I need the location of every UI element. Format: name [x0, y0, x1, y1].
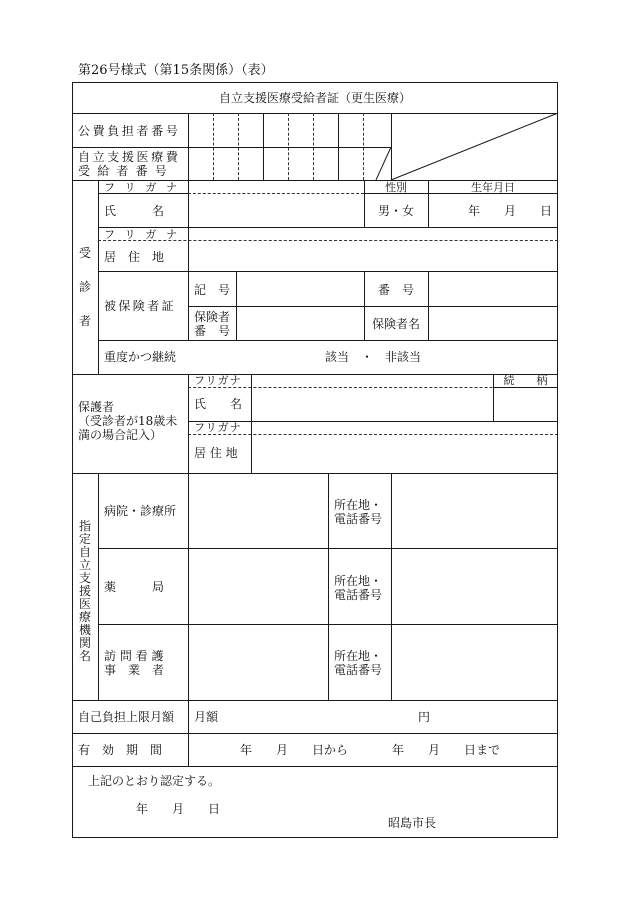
validity-to: 年 月 日まで [392, 743, 501, 757]
validity-label: 有 効 期 間 [78, 743, 163, 757]
furigana-label: フリガナ [104, 181, 188, 194]
pharmacy-location-label-2: 電話番号 [334, 588, 383, 602]
guardian-name-label: 氏 名 [194, 397, 243, 411]
rule [188, 421, 558, 422]
pharmacy-label: 薬 局 [104, 580, 165, 594]
rule [98, 271, 558, 272]
guardian-address-label: 居 住 地 [194, 446, 238, 460]
number-label: 番 号 [377, 283, 414, 297]
hospital-location-label-2: 電話番号 [334, 512, 383, 526]
validity-from: 年 月 日から [240, 743, 349, 757]
guardian-note-2: 満の場合記入） [78, 428, 163, 442]
rule [188, 374, 189, 473]
rule [188, 700, 189, 766]
name-label: 氏 名 [104, 204, 165, 218]
issuer: 昭島市長 [388, 816, 437, 830]
address-label: 居 住 地 [104, 250, 165, 264]
public-payer-label: 公費負担者番号 [78, 124, 181, 138]
insurer-no-label-1: 保険者 [194, 310, 231, 324]
guardian-furigana-label-2: フリガナ [194, 421, 242, 434]
guardian-label: 保護者 [78, 400, 115, 414]
rule [98, 548, 558, 549]
furigana-label-2: フリガナ [104, 228, 188, 241]
symbol-label: 記 号 [194, 283, 231, 297]
dashed-rule [188, 193, 364, 194]
relation-label: 続 柄 [503, 374, 548, 387]
rule [98, 473, 99, 700]
rule [98, 340, 558, 341]
rule [328, 473, 329, 700]
rule [251, 374, 252, 473]
insurer-name-label: 保険者名 [371, 317, 420, 331]
certification-date: 年 月 日 [136, 802, 221, 816]
dob-label: 生年月日 [471, 181, 515, 194]
rule [188, 306, 558, 307]
guardian-note-1: （受診者が18歳未 [78, 414, 178, 428]
guardian-furigana-label: フリガナ [194, 374, 242, 387]
monthly-label: 月額 [194, 710, 219, 724]
sex-label: 性別 [385, 181, 407, 194]
nursing-location-label-2: 電話番号 [334, 663, 383, 677]
rule [98, 180, 99, 374]
nursing-label-2: 事 業 者 [104, 663, 165, 677]
patient-section-label [78, 236, 92, 338]
dashed-rule [188, 434, 558, 435]
rule [188, 473, 189, 700]
insurer-no-label-2: 番 号 [194, 324, 231, 338]
yen-label: 円 [418, 710, 431, 724]
hospital-location-label-1: 所在地・ [334, 498, 383, 512]
institutions-section-label [78, 520, 92, 663]
certification-text: 上記のとおり認定する。 [88, 774, 221, 788]
form-number: 第26号様式（第15条関係）（表） [78, 63, 274, 78]
recipient-label-1: 自立支援医療費 [78, 150, 181, 164]
insurance-card-label: 被保険者証 [104, 299, 177, 313]
rule [98, 624, 558, 625]
severe-label: 重度かつ継続 [104, 350, 177, 364]
rule [188, 180, 189, 340]
pharmacy-location-label-1: 所在地・ [334, 574, 383, 588]
nursing-label-1: 訪 問 看 護 [104, 649, 164, 663]
patient-section-text: 受診者 [78, 246, 91, 328]
rule [493, 387, 558, 388]
form-title: 自立支援医療受給者証（更生医療） [218, 91, 411, 105]
nursing-location-label-1: 所在地・ [334, 649, 383, 663]
dob-value: 年 月 日 [468, 204, 553, 218]
limit-label: 自己負担上限月額 [78, 710, 175, 724]
recipient-label-2: 受給者番号 [78, 164, 175, 178]
hospital-label: 病院・診療所 [104, 504, 177, 518]
institutions-section-text: 指定自立支援医療機関名 [78, 519, 91, 663]
severe-value: 該当 ・ 非該当 [324, 350, 421, 364]
sex-value: 男・女 [377, 204, 414, 218]
rule [391, 473, 392, 700]
